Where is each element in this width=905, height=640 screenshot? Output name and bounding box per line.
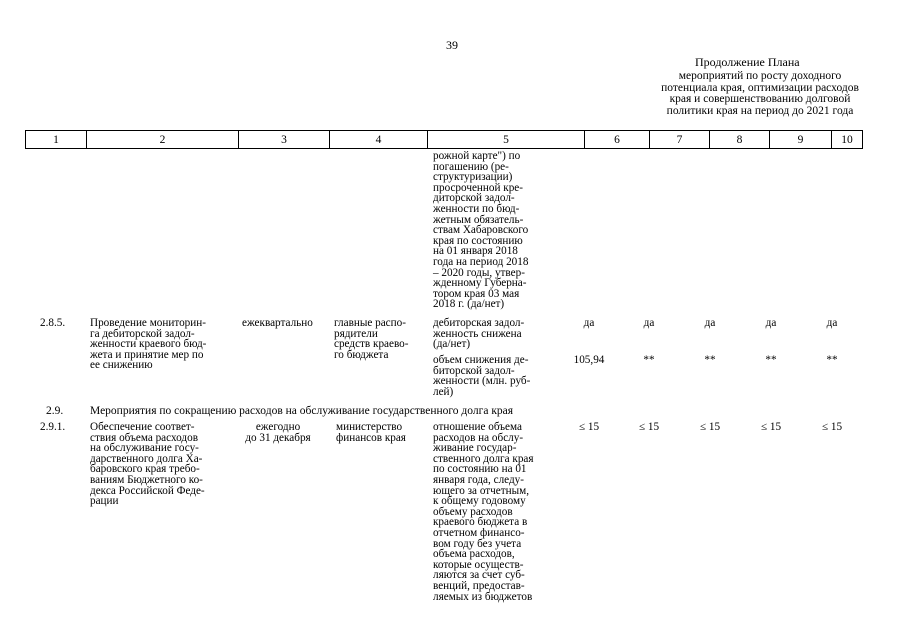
column-number-header [25,130,863,149]
text-line: министерство [336,421,403,433]
row-number-2-8-5: 2.8.5. [40,317,66,329]
text-line: до 31 декабря [245,431,311,444]
text-line: биторской задол- [433,364,515,377]
text-line: на обслуживание госу- [90,442,199,455]
plan-title-line: потенциала края, оптимизации расходов [661,81,859,94]
text-line: главные распо- [334,317,406,329]
column-number: 5 [428,131,585,149]
indicator-debt-reduced [433,318,524,350]
text-line: ствам Хабаровского [433,224,529,237]
measure-2-8-5 [90,318,206,371]
value-cell: ** [704,354,716,366]
value-cell: ** [765,354,777,366]
column-number: 6 [585,131,650,149]
text-line: жета и принятие мер по [90,348,204,361]
text-line: отчетном финансо- [433,526,525,539]
text-line: рожной карте") по [433,150,521,162]
text-line: га дебиторской задол- [90,327,195,340]
column-number: 1 [26,131,87,149]
executor-2-9-1 [336,422,406,443]
continued-indicator [433,151,528,310]
row-number-2-9-1: 2.9.1. [40,421,66,433]
text-line: тором края 03 мая [433,287,520,300]
value-cell: 105,94 [573,354,605,366]
text-line: на 01 января 2018 [433,245,518,258]
text-line: – 2020 годы, утвер- [433,266,525,279]
value-cell: ** [643,354,655,366]
text-line: просроченной кре- [433,181,523,194]
continuation-label: Продолжение Плана [695,55,800,69]
text-line: объем снижения де- [433,354,529,366]
text-line: к общему годовому [433,495,526,508]
period-2-9-1 [236,422,320,443]
plan-title-line: края и совершенствованию долговой [669,93,851,105]
text-line: средств краево- [334,338,409,351]
text-line: дебиторская задол- [433,317,525,329]
column-number: 3 [239,131,330,149]
text-line: рядители [334,327,378,340]
text-line: ствия объема расходов [90,431,198,444]
column-number: 10 [832,131,863,149]
text-line: ежегодно [255,421,301,433]
period-2-8-5: ежеквартально [242,317,313,329]
text-line: (да/нет) [433,338,471,351]
text-line: января года, следу- [433,473,524,486]
text-line: краевого бюджета в [433,516,528,529]
executor-2-8-5 [334,318,409,360]
text-line: ляемых из бюджетов [433,590,533,603]
plan-title-line: политики края на период до 2021 года [666,104,854,117]
value-cell: ≤ 15 [638,421,660,433]
row-number-2-9: 2.9. [46,405,64,417]
text-line: Проведение мониторин- [90,317,206,329]
text-line: ственного долга края [433,452,534,465]
indicator-debt-reduction-volume [433,355,530,397]
value-cell: ≤ 15 [821,421,843,433]
value-cell: да [826,317,838,329]
text-line: отношение объема [433,421,522,433]
indicator-debt-service-ratio [433,422,534,602]
value-cell: да [583,317,595,329]
text-line: по состоянию на 01 [433,463,527,476]
text-line: объему расходов [433,505,513,518]
text-line: ее снижению [90,359,153,372]
text-line: лей) [433,385,454,398]
value-cell: ** [826,354,838,366]
text-line: баровского края требо- [90,463,200,476]
text-line: дарственного долга Ха- [90,452,203,465]
text-line: го бюджета [334,348,389,361]
value-cell: ≤ 15 [578,421,600,433]
text-line: 2018 г. (да/нет) [433,298,505,311]
value-cell: ≤ 15 [760,421,782,433]
value-cell: да [765,317,777,329]
text-line: финансов края [336,431,406,444]
text-line: декса Российской Феде- [90,484,205,497]
text-line: расходов на обслу- [433,431,524,444]
text-line: женности (млн. руб- [433,375,531,388]
column-number: 7 [650,131,710,149]
text-line: ляются за счет суб- [433,569,525,582]
section-title-2-9: Мероприятия по сокращению расходов на обслуживание государственного долга края [90,405,514,417]
text-line: которые осуществ- [433,558,524,571]
text-line: ющего за отчетным, [433,484,530,497]
text-line: ваниям Бюджетного ко- [90,473,203,486]
text-line: жетным обязатель- [433,213,524,226]
text-line: диторской задол- [433,192,515,205]
text-line: объема расходов, [433,548,515,561]
text-line: рации [90,495,119,508]
text-line: структуризации) [433,171,513,184]
value-cell: да [643,317,655,329]
value-cell: да [704,317,716,329]
column-number: 2 [87,131,239,149]
text-line: венций, предостав- [433,579,525,592]
text-line: года на период 2018 [433,255,529,268]
text-line: вом году без учета [433,537,522,550]
text-line: Обеспечение соответ- [90,421,195,433]
column-number: 8 [710,131,770,149]
text-line: погашению (ре- [433,160,509,173]
text-line: женности по бюд- [433,202,520,215]
plan-title [645,71,875,117]
text-line: края по состоянию [433,234,523,247]
page-number: 39 [446,38,458,52]
column-number: 4 [330,131,428,149]
measure-2-9-1 [90,422,205,507]
value-cell: ≤ 15 [699,421,721,433]
plan-title-line: мероприятий по росту доходного [678,70,842,82]
column-number: 9 [770,131,832,149]
text-line: жденному Губерна- [433,277,527,290]
text-line: живание государ- [433,442,517,455]
text-line: женность снижена [433,327,522,340]
text-line: женности краевого бюд- [90,338,207,351]
